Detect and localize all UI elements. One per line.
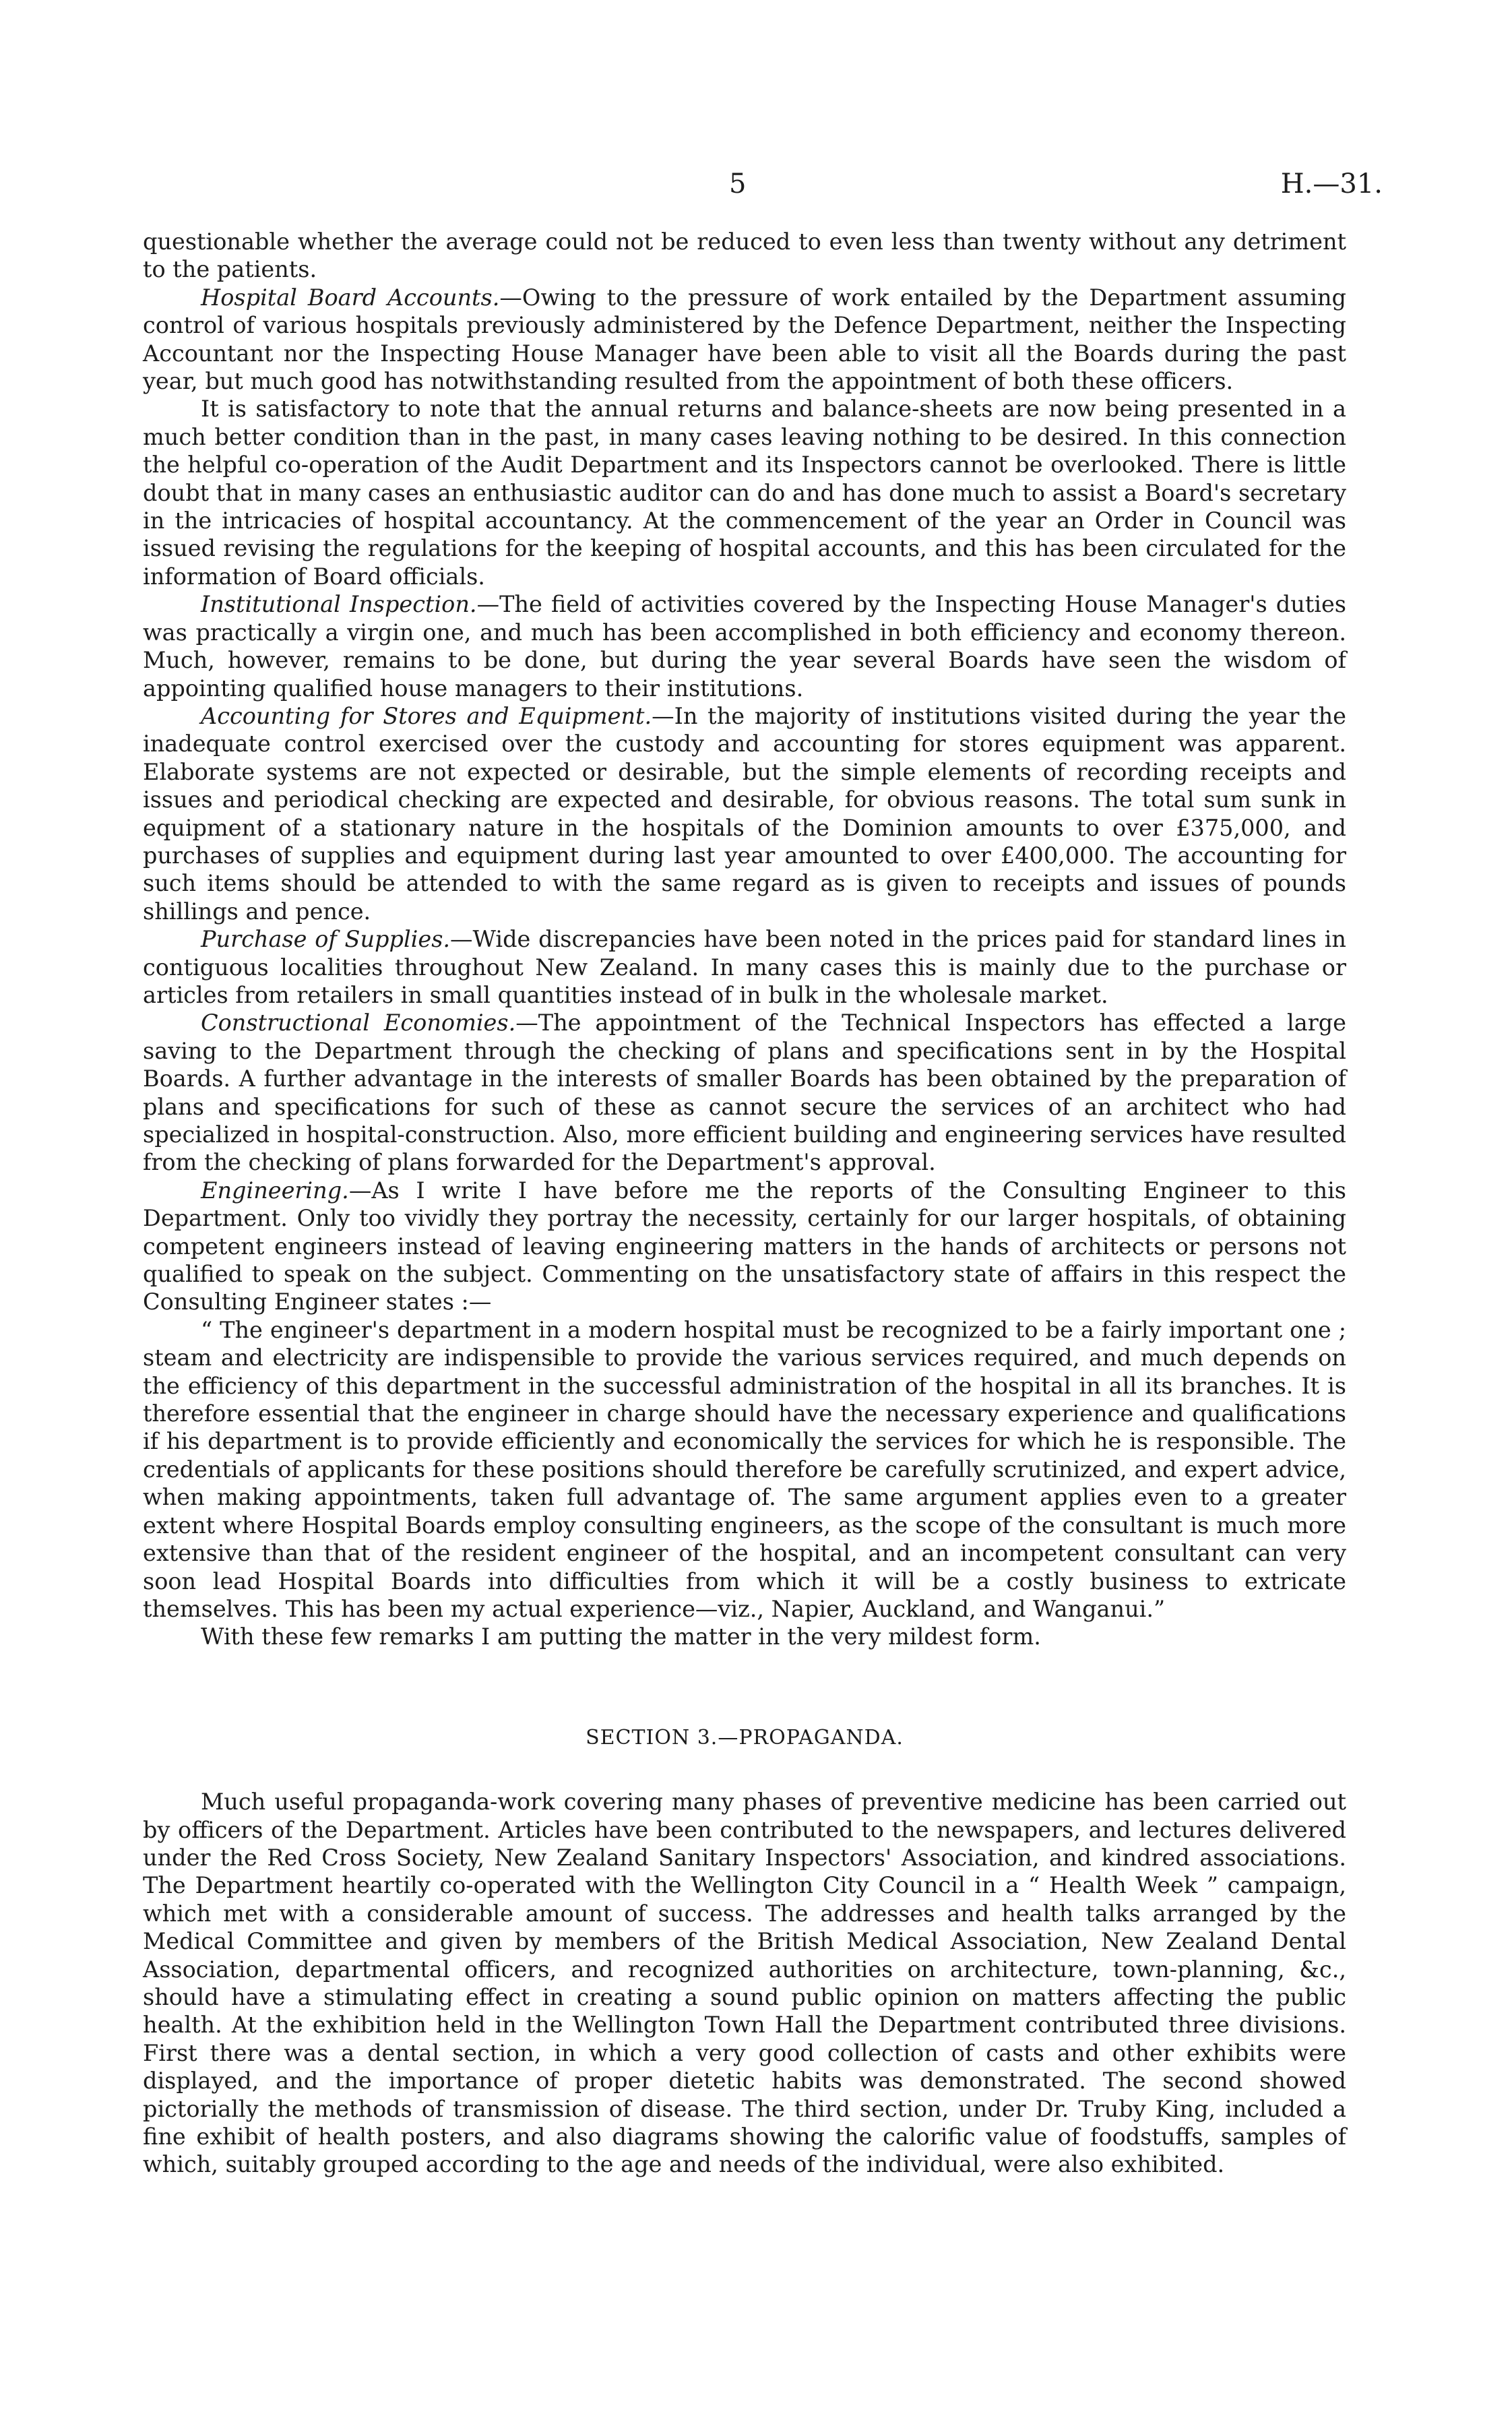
paragraph-text: —In the majority of institutions visited during the year the inadequate control exercised over the custody and accounting for stores equipment was apparent. Elaborate systems are not expected or desirable, but the simple elements of recording receipts and issues and periodical checking are expected and desirable, for obvious reasons. The total sum sunk in equipment of a stationary nature in the hospitals of the Dominion amounts to over £375,000, and purchases of supplies and equipment during last year amounted to over £400,000. The accounting for such items should be attended to with the same regard as is given to receipts and issues of pounds shillings and pence. xyxy=(143,702,1346,925)
inline-heading: Purchase of Supplies. xyxy=(201,926,451,953)
paragraph-text: —The field of activities covered by the Inspecting House Manager's duties was practically a virgin one, and much has been accomplished in both efficiency and economy thereon. Much, however, remains to be done, but during the year several Boards have seen the wisdom of appointing qualified house managers to their institutions. xyxy=(143,591,1346,702)
paragraph-institutional-inspection xyxy=(143,590,1346,702)
section-heading: SECTION 3.—PROPAGANDA. xyxy=(586,1725,904,1749)
page-number: 5 xyxy=(729,168,747,199)
inline-heading: Accounting for Stores and Equipment. xyxy=(201,702,652,729)
inline-heading: Hospital Board Accounts. xyxy=(201,284,500,311)
paragraph-closing-remark: With these few remarks I am putting the matter in the very mildest form. xyxy=(201,1623,1041,1650)
paragraph-text: —As I write I have before me the reports of the Consulting Engineer to this Department. Only too vividly they portray the necessity, certainly for our larger hospitals, of obtaining competent engineers instead of leaving engineering matters in the hands of architects or persons not qualified to speak on the subject. Commenting on the unsatisfactory state of affairs in this respect the Consulting Engineer states :— xyxy=(143,1177,1346,1315)
paragraph-constructional-economies xyxy=(143,1009,1346,1176)
paragraph-continuation: questionable whether the average could not be reduced to even less than twenty without any detriment to the patients. xyxy=(143,228,1346,283)
paragraph-engineering xyxy=(143,1177,1346,1316)
inline-heading: Institutional Inspection. xyxy=(201,591,477,618)
paragraph-hospital-board-accounts xyxy=(143,284,1346,396)
paragraph-purchase-of-supplies xyxy=(143,925,1346,1009)
paragraph-annual-returns: It is satisfactory to note that the annual returns and balance-sheets are now being presented in a much better condition than in the past, in many cases leaving nothing to be desired. In this connection the helpful co-operation of the Audit Department and its Inspectors cannot be overlooked. There is little doubt that in many cases an enthusiastic auditor can do and has done much to assist a Board's secretary in the intricacies of hospital accountancy. At the commencement of the year an Order in Council was issued revising the regulations for the keeping of hospital accounts, and this has been circulated for the information of Board officials. xyxy=(143,396,1346,590)
inline-heading: Constructional Economies. xyxy=(201,1010,516,1036)
paragraph-text: —Owing to the pressure of work entailed by the Department assuming control of various hospitals previously administered by the Defence Department, neither the Inspecting Accountant nor the Inspecting House Manager have been able to visit all the Boards during the past year, but much good has notwithstanding resulted from the appointment of both these officers. xyxy=(143,284,1346,395)
page-header xyxy=(143,168,1383,209)
paragraph-engineer-quote: “ The engineer's department in a modern hospital must be recognized to be a fairly important one ; steam and electricity are indispensible to provide the various services required, and much depends on the efficiency of this department in the successful administration of the hospital in all its branches. It is therefore essential that the engineer in charge should have the necessary experience and qualifications if his department is to provide efficiently and economically the services for which he is responsible. The credentials of applicants for these positions should therefore be carefully scrutinized, and expert advice, when making appointments, taken full advantage of. The same argument applies even to a greater extent where Hospital Boards employ consulting engineers, as the scope of the consultant is much more extensive than that of the resident engineer of the hospital, and an incompetent consultant can very soon lead Hospital Boards into difficulties from which it will be a costly business to extricate themselves. This has been my actual experience—viz., Napier, Auckland, and Wanganui.” xyxy=(143,1316,1346,1622)
paragraph-accounting-stores xyxy=(143,702,1346,925)
paragraph-text: —The appointment of the Technical Inspectors has effected a large saving to the Department through the checking of plans and specifications sent in by the Hospital Boards. A further advantage in the interests of smaller Boards has been obtained by the preparation of plans and specifications for such of these as cannot secure the services of an architect who had specialized in hospital-construction. Also, more efficient building and engineering services have resulted from the checking of plans forwarded for the Department's approval. xyxy=(143,1010,1346,1176)
paragraph-propaganda: Much useful propaganda-work covering many phases of preventive medicine has been carried out by officers of the Department. Articles have been contributed to the newspapers, and lectures delivered under the Red Cross Society, New Zealand Sanitary Inspectors' Association, and kindred associations. The Department heartily co-operated with the Wellington City Council in a “ Health Week ” campaign, which met with a considerable amount of success. The addresses and health talks arranged by the Medical Committee and given by members of the British Medical Association, New Zealand Dental Association, departmental officers, and recognized authorities on architecture, town-planning, &c., should have a stimulating effect in creating a sound public opinion on matters affecting the public health. At the exhibition held in the Wellington Town Hall the Department contributed three divisions. First there was a dental section, in which a very good collection of casts and other exhibits were displayed, and the importance of proper dietetic habits was demonstrated. The second showed pictorially the methods of transmission of disease. The third section, under Dr. Truby King, included a fine exhibit of health posters, and also diagrams showing the calorific value of foodstuffs, samples of which, suitably grouped according to the age and needs of the individual, were also exhibited. xyxy=(143,1789,1346,2178)
inline-heading: Engineering. xyxy=(201,1177,349,1204)
body-text xyxy=(143,228,1346,2179)
paragraph-text: —Wide discrepancies have been noted in the prices paid for standard lines in contiguous localities throughout New Zealand. In many cases this is mainly due to the purchase or articles from retailers in small quantities instead of in bulk in the wholesale market. xyxy=(143,926,1346,1008)
document-code: H.—31. xyxy=(1280,168,1383,199)
